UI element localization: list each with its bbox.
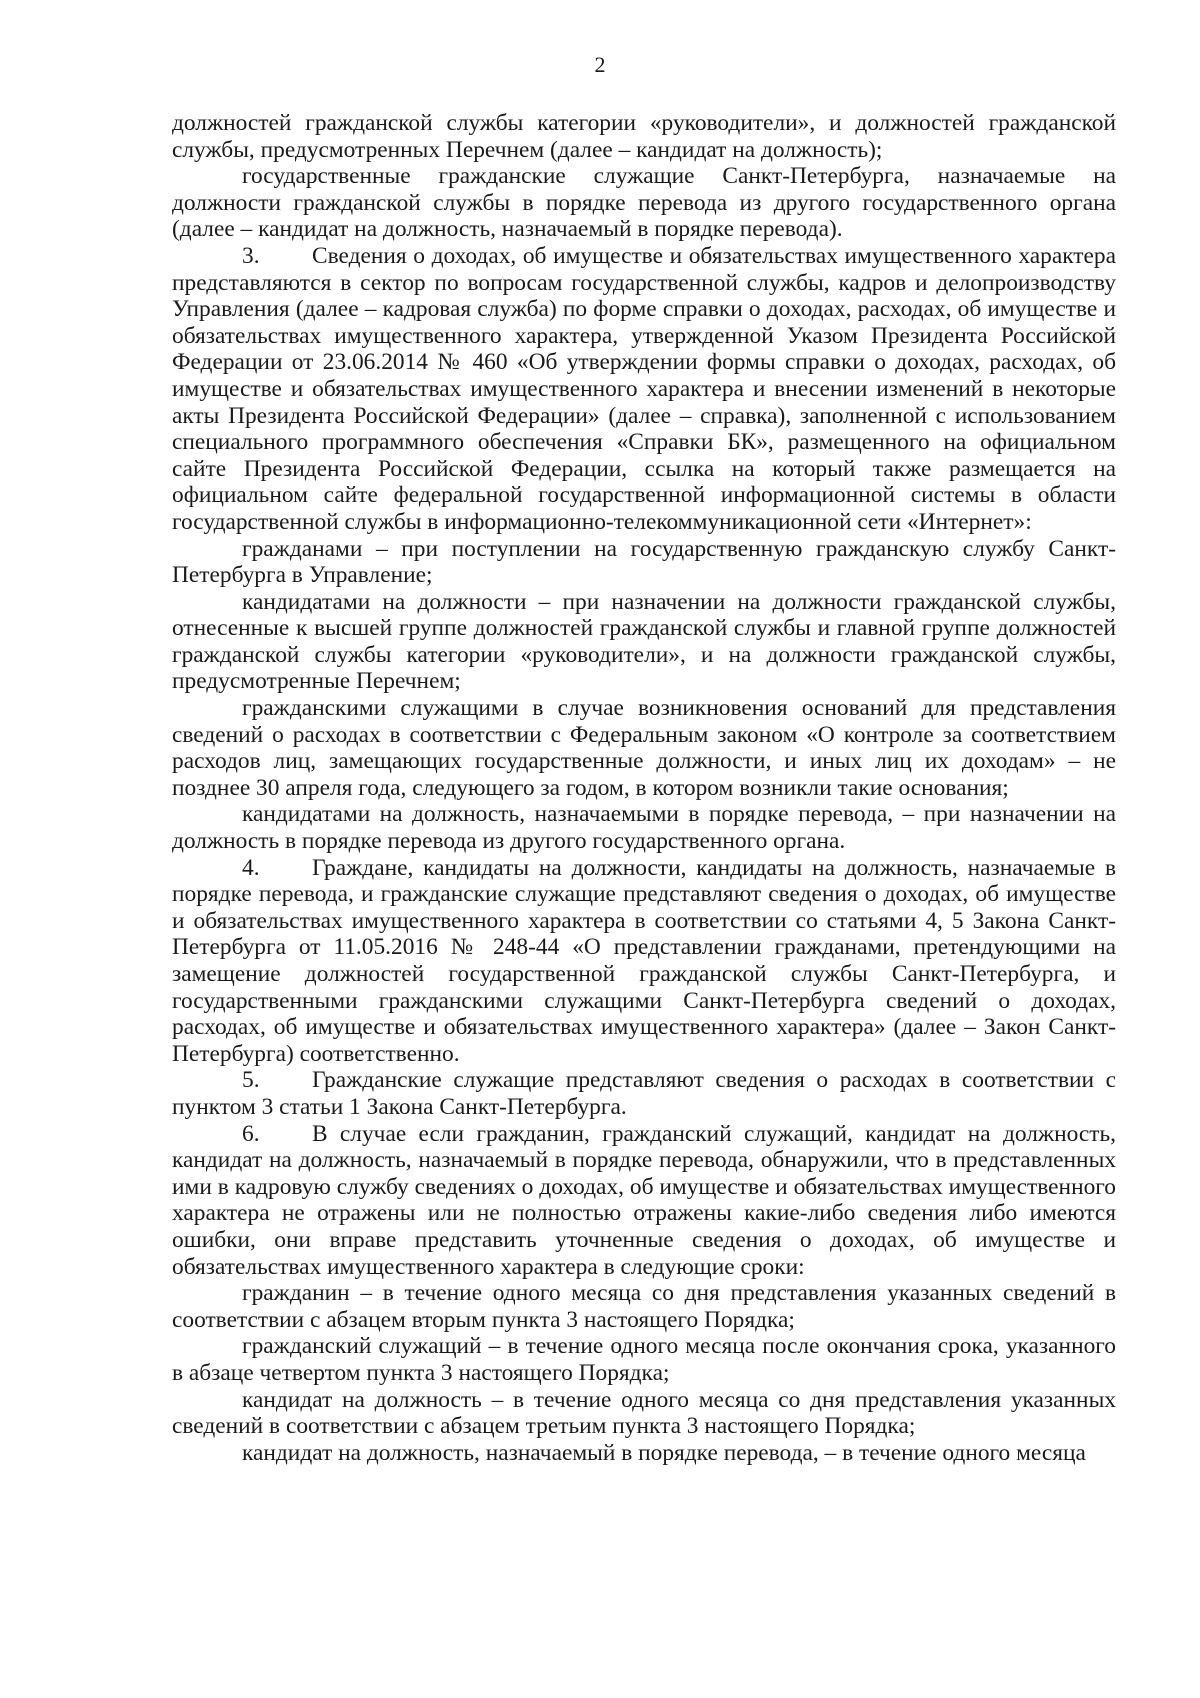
item-number: 6. <box>242 1120 260 1147</box>
paragraph-transferred-civil-servants: государственные гражданские служащие Санкт-Петербурга, назначаемые на должности гражданской службы в порядке перевода из другого государственного органа (далее – кандидат на должность, назначаемый в порядке перевода). <box>172 163 1116 243</box>
item-text: Гражданские служащие представляют сведения о расходах в соответствии с пунктом 3 статьи 1 Закона Санкт-Петербурга. <box>172 1067 1116 1120</box>
paragraph-deadline-candidate-transfer: кандидат на должность, назначаемый в порядке перевода, – в течение одного месяца <box>242 1439 1086 1466</box>
paragraph-deadline-candidate: кандидат на должность – в течение одного месяца со дня представления указанных сведений в соответствии с абзацем третьим пункта 3 настоящего Порядка; <box>172 1386 1116 1440</box>
paragraph-item-3 <box>172 243 1116 536</box>
paragraph-item-4 <box>172 855 1116 1068</box>
paragraph-citizens: гражданами – при поступлении на государственную гражданскую службу Санкт-Петербурга в Управление; <box>172 535 1116 589</box>
item-text: В случае если гражданин, гражданский служащий, кандидат на должность, кандидат на должность, назначаемый в порядке перевода, обнаружили, что в представленных ими в кадровую службу сведениях о доходах, об имуществе и обязательствах имущественного характера не отражены или не полностью отражены какие-либо сведения либо имеются ошибки, они вправе представить уточненные сведения о доходах, об имуществе и обязательствах имущественного характера в следующие сроки: <box>172 1120 1116 1280</box>
paragraph-item-5 <box>172 1067 1116 1120</box>
paragraph-candidates: кандидатами на должности – при назначении на должности гражданской службы, отнесенные к высшей группе должностей гражданской службы и главной группе должностей гражданской службы категории «руководители», и на должности гражданской службы, предусмотренные Перечнем; <box>172 588 1116 695</box>
page-number: 2 <box>594 52 606 77</box>
paragraph-civil-servants-expenses: гражданскими служащими в случае возникновения оснований для представления сведений о расходах в соответствии с Федеральным законом «О контроле за соответствием расходов лиц, замещающих государственные должности, и иных лиц их доходам» – не позднее 30 апреля года, следующего за годом, в котором возникли такие основания; <box>172 695 1116 801</box>
item-text: Граждане, кандидаты на должности, кандидаты на должность, назначаемые в порядке перевода, и гражданские служащие представляют сведения о доходах, об имуществе и обязательствах имущественного характера в соответствии со статьями 4, 5 Закона Санкт-Петербурга от 11.05.2016 № 248-44 «О представлении гражданами, претендующими на замещение должностей государственной гражданской службы Санкт-Петербурга, и государственными гражданскими служащими Санкт-Петербурга сведений о доходах, расходах, об имуществе и обязательствах имущественного характера» (далее – Закон Санкт-Петербурга) соответственно. <box>172 854 1116 1067</box>
item-number: 5. <box>242 1067 260 1094</box>
item-text: Сведения о доходах, об имуществе и обязательствах имущественного характера представляются в сектор по вопросам государственной службы, кадров и делопроизводству Управления (далее – кадровая служба) по форме справки о доходах, расходах, об имуществе и обязательствах имущественного характера, утвержденной Указом Президента Российской Федерации от 23.06.2014 № 460 «Об утверждении формы справки о доходах, расходах, об имуществе и обязательствах имущественного характера и внесении изменений в некоторые акты Президента Российской Федерации» (далее – справка), заполненной с использованием специального программного обеспечения «Справки БК», размещенного на официальном сайте Президента Российской Федерации, ссылка на который также размещается на официальном сайте федеральной государственной информационной системы в области государственной службы в информационно-телекоммуникационной сети «Интернет»: <box>172 242 1116 535</box>
paragraph-deadline-civil-servant: гражданский служащий – в течение одного месяца после окончания срока, указанного в абзаце четвертом пункта 3 настоящего Порядка; <box>172 1333 1116 1386</box>
paragraph-candidates-transfer: кандидатами на должность, назначаемыми в порядке перевода, – при назначении на должность в порядке перевода из другого государственного органа. <box>172 801 1116 855</box>
document-body <box>172 110 1116 1466</box>
item-number: 4. <box>242 854 260 881</box>
paragraph-item-6 <box>172 1121 1116 1281</box>
paragraph-continuation: должностей гражданской службы категории «руководители», и должностей гражданской службы, предусмотренных Перечнем (далее – кандидат на должность); <box>172 110 1116 163</box>
item-number: 3. <box>242 242 260 269</box>
paragraph-deadline-citizen: гражданин – в течение одного месяца со дня представления указанных сведений в соответствии с абзацем вторым пункта 3 настоящего Порядка; <box>172 1280 1116 1333</box>
